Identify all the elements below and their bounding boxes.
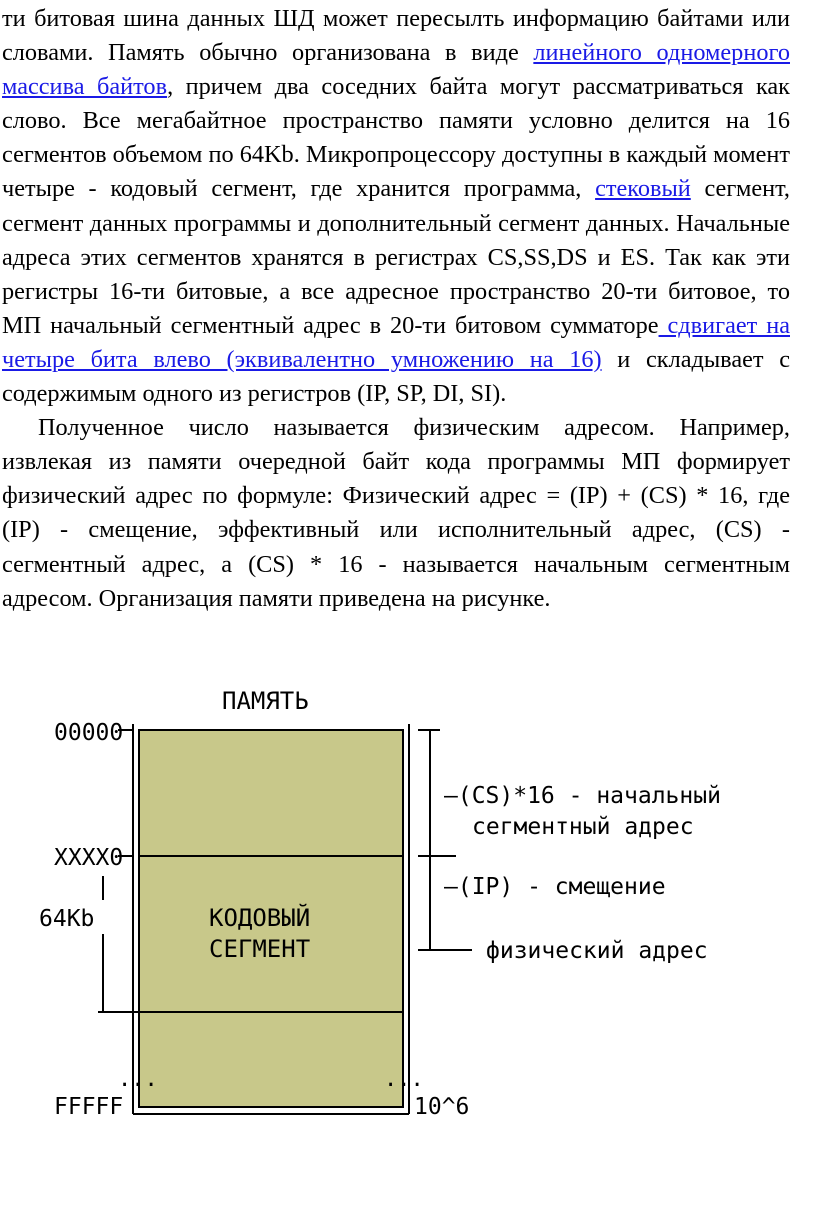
diagram-title: ПАМЯТЬ (222, 687, 309, 715)
annotation-base-line-2: сегментный адрес (472, 814, 694, 840)
link-shifts[interactable]: сдвигает на (658, 311, 790, 339)
paragraph-1 (2, 2, 790, 411)
article-text (2, 2, 790, 616)
address-start: 00000 (54, 720, 124, 746)
text-run: сегмент, сегмент данных программы и дополнительный сегмент данных. Начальные адреса этих сегментов хранятся в регистрах CS,SS,DS и ES. Так как эти регистры 16-ти битовые, а все адресное пространство 20-ти битовое, то МП начальный сегментный адрес в 20-ти битовом сумматоре (2, 175, 790, 339)
ellipsis-left: ... (118, 1067, 158, 1092)
ellipsis-right: ... (384, 1067, 424, 1092)
segment-label-line-1: КОДОВЫЙ (209, 904, 311, 932)
paragraph-2: Полученное число называется физическим адресом. Например, извлекая из памяти очередной байт кода программы МП формирует физический адрес по формуле: Физический адрес = (IP) + (CS) * 16, где (IP) - смещение, эффективный или исполнительный адрес, (CS) - сегментный адрес, а (CS) * 16 - называется начальным сегментным адресом. Организация памяти приведена на рисунке. (2, 414, 790, 612)
link-linear-array[interactable]: линейного одномерного массива байтов (2, 39, 790, 101)
link-stack[interactable]: стековый (595, 175, 691, 203)
memory-organization-diagram (0, 672, 816, 1142)
annotation-base-line-1: —(CS)*16 - начальный (444, 783, 721, 809)
address-segment: XXXX0 (54, 845, 124, 871)
text-run: ти битовая шина данных ШД может пересылть информацию байтами или словами. Память обычно организована в виде (2, 5, 790, 67)
address-end: FFFFF (54, 1094, 124, 1120)
annotation-physical: физический адрес (486, 938, 708, 964)
address-total: 10^6 (414, 1094, 470, 1120)
link-four-bits-left[interactable]: четыре бита влево (эквивалентно умножению на 16) (2, 345, 602, 373)
segment-label-line-2: СЕГМЕНТ (209, 935, 311, 963)
text-run: , причем два соседних байта могут рассматриваться как слово. Все мегабайтное пространство памяти условно делится на 16 сегментов объемом по 64Kb. Микропроцессору доступны в каждый момент четыре - кодовый сегмент, где хранится программа, (2, 73, 790, 203)
segment-size: 64Kb (39, 906, 95, 932)
annotation-offset: —(IP) - смещение (444, 874, 666, 900)
text-run: и складывает с содержимым одного из регистров (IP, SP, DI, SI). (2, 345, 790, 408)
